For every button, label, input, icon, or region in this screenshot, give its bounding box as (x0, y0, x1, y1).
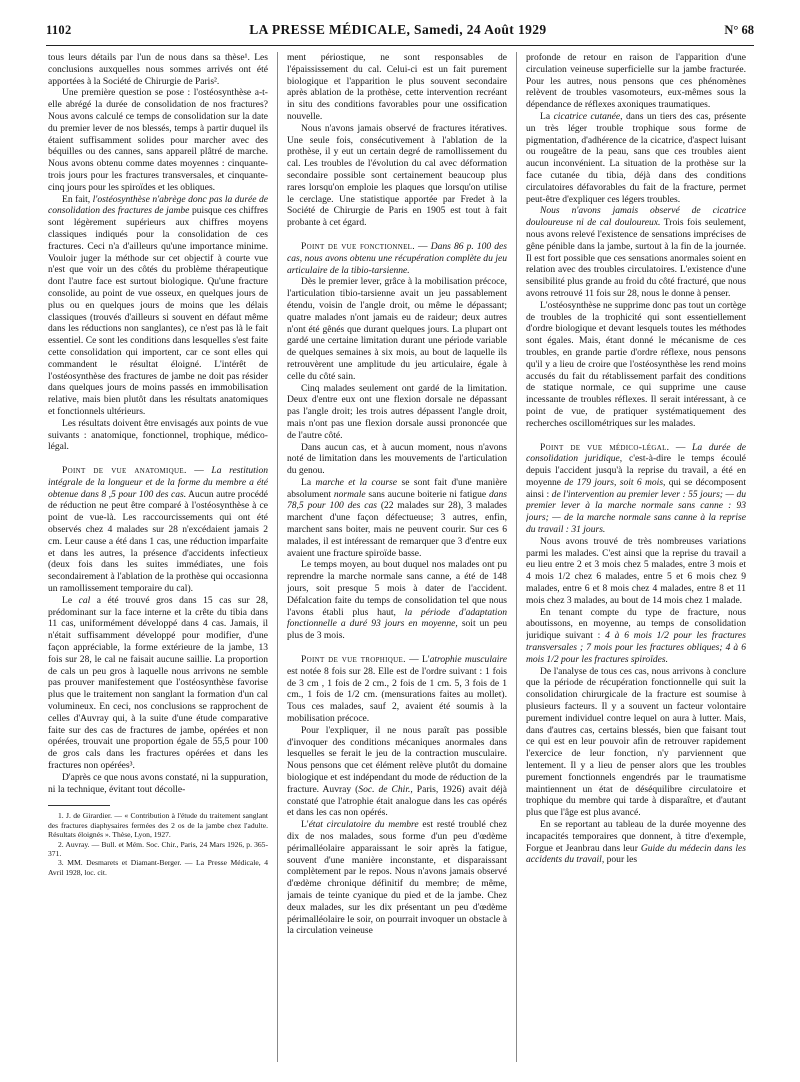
paragraph (526, 607, 746, 666)
section-heading: Point de vue médico-légal. (540, 441, 670, 453)
italic-run: La restitution intégrale de la longueur et de la forme du membre a été obtenue dans 8 ,5 pour 100 des cas. (48, 465, 268, 500)
paragraph: Une première question se pose : l'ostéosynthèse a-t-elle abrégé la durée de consolidation de nos fractures? Nous avons calculé ce temps de consolidation sur la date du premier lever de nos blessés, temps à partir duquel ils étaient suffisamment solides pour marcher avec des béquilles ou des cannes, sans appareil plâtré de marche. Nous avons obtenu comme dates moyennes : cinquante-trois jours pour les fractures transversales, et cinquante-cinq jours pour les spiroïdes et les obliques. (48, 87, 268, 193)
section-paragraph: Point de vue fonctionnel. — Dans 86 p. 100 des cas, nous avons obtenu une récupération complète du jeu articulaire de la tibio-tarsienne. (287, 240, 507, 276)
text-run: , Paris, 1926) avait déjà constaté que l'atrophie était analogue dans les cas opérés et dans les cas non opérés. (287, 783, 507, 819)
text-run: , pour les (601, 854, 638, 866)
italic-run: Dans 86 p. 100 des cas, nous avons obtenu une récupération complète du jeu articulaire de la tibio-tarsienne. (287, 240, 507, 276)
paragraph (287, 559, 507, 642)
italic-run: l'ostéosynthèse n'abrège donc pas la durée de consolidation des fractures de jambe (48, 193, 268, 217)
italic-run: Nous n'avons jamais observé de cicatrice douloureuse ni de cal douloureux. (526, 205, 746, 229)
paragraph (287, 477, 507, 560)
footnote: 2. Auvray. — Bull. et Mém. Soc. Chir., Paris, 24 Mars 1926, p. 365-371. (48, 839, 268, 859)
text-run: est notée 8 fois sur 28. Elle est de l'ordre suivant : 1 fois de 3 cm , 1 fois de 2 cm., 2 fois de 1 cm. 5, 3 fois de 1 cm., 1 fois de 1/2 cm. (mensurations faites au mollet). Tous ces malades, sauf 2, avaient été soumis à la mobilisation précoce. (287, 665, 507, 725)
text-run: est resté troublé chez dix de nos malades, sous forme d'un peu d'œdème périmalléolaire apparaissant le soir après la fatigue, souvent d'une manière inconstante, et disparaissant complètement par le repos. Nous n'avons jamais observé d'œdème chronique définitif du membre; de même, jamais de teinte cyanique du pied et de la jambe. Chez deux malades, sur les dix présentant un peu d'œdème périmalléolaire le soir, on pourrait invoquer un obstacle à la circulation veineuse (287, 819, 507, 937)
text-run: En se reportant au tableau de la durée moyenne des incapacités temporaires que donnent, à titre d'exemple, Forgue et Jeanbrau dans leur (526, 819, 746, 854)
paragraph (526, 111, 746, 205)
italic-run: dans 78,5 pour 100 des cas (287, 488, 507, 512)
paragraph: D'après ce que nous avons constaté, ni la suppuration, ni la technique, évitant tout décolle- (48, 771, 268, 795)
text-run: Le (62, 594, 79, 606)
section-paragraph: Point de vue anatomique. — La restitution intégrale de la longueur et de la forme du membre a été obtenue dans 8 ,5 pour 100 des cas. Aucun autre procédé de réduction ne peut être comparé à l'ostéosynthèse à ce point de vue-là. Les raccourcissements qui ont été observés chez 4 malades sur 28 n'excédaient jamais 2 cm. Leur cause a été dans 1 cas, une réduction imparfaite et dans les autres, la présence d'accidents infectieux (deux fois dans les suites immédiates, une fois secondairement à l'ablation de la prothèse qui occasionna un ramollissement temporaire du cal). (48, 465, 268, 595)
italic-run: la période d'adaptation fonctionnelle a duré 93 jours en moyenne (287, 606, 507, 630)
text-run: En fait, (62, 193, 93, 205)
paragraph: Dès le premier lever, grâce à la mobilisation précoce, l'articulation tibio-tarsienne avait un jeu passablement étendu, voisin de l'angle droit, ou même le dépassant; quatre malades n'ont jamais eu de raideur; deux autres n'ont été gênés que durant quelques jours. La plupart ont gardé une certaine limitation durant une période variable de quelques semaines à six mois, au bout de laquelle ils retrouvèrent une amplitude du jeu articulaire, égale à celle du côté sain. (287, 276, 507, 382)
text-run: se sont fait d'une manière absolument (287, 476, 507, 500)
text-column-3 (526, 52, 746, 1062)
text-run: Trois fois seulement, nous avons relevé l'existence de sensations imprécises de gêne pénible dans la jambe, surtout à la fin de la journée. Il est fort possible que ces sensations anormales soient en relation avec des troubles circulatoires. L'existence d'une sensibilité plus grande au froid du côté fracturé, que nous avons retrouvé 11 fois sur 28, nous le donne à penser. (526, 217, 746, 299)
italic-run: 4 à 6 mois 1/2 pour les fractures transversales ; 7 mois pour les fractures obliques; 4 à 6 mois 1/2 pour les fractures spiroïdes. (526, 630, 746, 665)
paragraph (48, 194, 268, 418)
italic-run: La durée de consolidation juridique (526, 441, 746, 465)
italic-run: Soc. de Chir. (358, 783, 411, 795)
text-column-2 (287, 52, 507, 1062)
italic-run: état circulatoire du membre (308, 819, 419, 831)
text-run: , c'est-à-dire le temps écoulé depuis l'accident jusqu'à la reprise du travail, a été en moyenne (526, 453, 746, 488)
page-number: 1102 (46, 23, 72, 37)
paragraph: tous leurs détails par l'un de nous dans sa thèse¹. Les conclusions auxquelles nous sommes arrivés ont été apportées à la Société de Chirurgie de Paris². (48, 52, 268, 87)
text-run: En tenant compte du type de fracture, nous aboutissons, en moyenne, au temps de consolidation juridique suivant : (526, 606, 746, 642)
paragraph: Nous avons trouvé de très nombreuses variations parmi les malades. C'est ainsi que la reprise du travail a eu lieu entre 2 et 3 mois chez 5 malades, entre 3 mois et 4 mois 1/2 chez 6 malades, entre 5 et 6 mois chez 9 malades, entre 6 et 8 mois chez 4 malades, entre 8 et 11 mois chez 3 malades, au bout de 14 mois chez 1 malade. (526, 535, 746, 606)
paragraph: Dans aucun cas, et à aucun moment, nous n'avons noté de limitation dans les mouvements de l'articulation du genou. (287, 441, 507, 477)
footnote: 1. J. de Girardier. — « Contribution à l'étude du traitement sanglant des fractures diaphysaires fermées des 2 os de la jambe chez l'adulte. Résultats éloignés ». Thèse, Lyon, 1927. (48, 811, 268, 840)
paragraph: De l'analyse de tous ces cas, nous arrivons à conclure que la période de récupération fonctionnelle qui suit la consolidation chirurgicale de la fracture est soumise à plusieurs facteurs. Il y a souvent un facteur volontaire purement individuel contre lequel on aura à lutter. Mais, dans d'autres cas, certains blessés, bien que faisant tout ce qui est en leur pouvoir afin de retrouver rapidement l'exercice de leur fonction, n'y parviennent que lentement. Il y a lieu de penser alors que les troubles purement fonctionnels engendrés par le traumatisme maintiennent un état de déséquilibre circulatoire et trophique du membre qui tarde à disparaître, et d'autant plus que l'âge est plus avancé. (526, 665, 746, 819)
text-run: sans aucune boiterie ni fatigue (365, 488, 489, 500)
footnotes (48, 811, 268, 877)
section-heading: Point de vue anatomique. (62, 465, 187, 477)
text-run: , soit un peu plus de 3 mois. (287, 618, 507, 642)
header-rule (46, 45, 754, 46)
text-run: (22 malades sur 28), 3 malades marchent d'une façon défectueuse; 3 autres, enfin, marchent sans boiter, mais ne peuvent courir. Sur ces 6 malades, il est intéressant de remarquer que 3 d'entre eux avaient une fracture spiroïde basse. (287, 500, 507, 559)
column-separator (516, 52, 517, 1062)
paragraph: ment périostique, ne sont responsables de l'épaississement du cal. Celui-ci est un fait purement biologique et l'apparition le plus souvent secondaire après ablation de la prothèse, cette intervention recréant in situ des conditions favorables pour une ossification nouvelle. (287, 52, 507, 122)
page-header (46, 22, 754, 40)
text-run: Aucun autre procédé de réduction ne peut être comparé à l'ostéosynthèse à ce point de vue-là. Les raccourcissements qui ont été observés chez 4 malades sur 28 n'excédaient jamais 2 cm. Leur cause a été dans 1 cas, une réduction imparfaite et dans les autres, la présence d'accidents infectieux (deux fois dans les suites immédiates, une fois secondairement à l'ablation de la prothèse qui occasionna un ramollissement temporaire du cal). (48, 488, 268, 595)
paragraph: Nous n'avons jamais observé de fractures itératives. Une seule fois, consécutivement à l'ablation de la prothèse, il y eut un certain degré de ramollissement du cal. Les troubles de l'évolution du cal avec déformation secondaire possible sont certainement beaucoup plus rares lorsqu'on emploie les plaques que lorsqu'on utilise le cerclage. Une statistique apportée par Fredet à la Société de Chirurgie de Paris en 1905 est tout à fait probante à cet égard. (287, 122, 507, 229)
paragraph: L'ostéosynthèse ne supprime donc pas tout un cortège de troubles de la trophicité qui sont essentiellement d'ordre biologique et devant lesquels toutes les méthodes sont égales. Mais, étant donné le mécanisme de ces troubles, en grande partie d'ordre réflexe, nous pensons qu'il y a lieu de croire que l'ostéosynthèse les rend moins accusés du fait du rétablissement parfait des conditions de statique normale, ce qui supprime une cause incessante de troubles réflexes. Il serait intéressant, à ce point de vue, de pratiquer systématiquement des recherches oscillométriques sur les malades. (526, 299, 746, 429)
text-run: Pour l'expliquer, il ne nous paraît pas possible d'invoquer des conditions mécaniques anormales dans lesquelles se ferait le jeu de la contraction musculaire. Nous pensons que cet élément relève plutôt du domaine biologique et est indépendant du mode de réduction de la fracture. Auvray ( (287, 724, 507, 795)
section-paragraph (287, 654, 507, 725)
italic-run: de 179 jours, soit 6 mois (564, 476, 664, 488)
text-run: , dans un tiers des cas, présente un très léger trouble trophique sous forme de pigmentation, d'adhérence de la cicatrice, d'aspect luisant ou rougeâtre de la peau, sans que ces troubles aient aucun inconvénient. La situation de la prothèse sur la face cutanée du tibia, déjà dans des conditions circulatoires défavorables du fait de la fracture, permet peut-être d'expliquer ces légers troubles. (526, 110, 746, 205)
text-run: a été trouvé gros dans 15 cas sur 28, prédominant sur la face interne et la crête du tibia dans 11 cas, uniformément développé dans 4 cas. Jamais, il n'était suffisamment développé pour modifier, d'une façon appréciable, la forme extérieure de la jambe, 13 fois sur 28, le cal ne faisait aucune saillie. La proportion de cals un peu gros à laquelle nous arrivons ne semble pas prouver manifestement que l'ostéosynthèse favorise plus que le traitement non sanglant la formation d'un cal volumineux. En ceci, nos conclusions se rapprochent de celles d'Auvray qui, à la suite d'une étude comparative faite sur des cas de fractures de jambe, opérées et non opérées, trouvait une proportion égale de 55,5 pour 100 de gros cals dans les fractures opérées et dans les fractures non opérées³. (48, 594, 268, 772)
footnote-rule (48, 805, 110, 806)
italic-run: atrophie musculaire (429, 654, 507, 666)
paragraph (287, 819, 507, 937)
column-separator (277, 52, 278, 1062)
text-run: — L' (405, 654, 430, 666)
footnote: 3. MM. Desmarets et Diamant-Berger. — La Presse Médicale, 4 Avril 1928, loc. cit. (48, 858, 268, 877)
text-run: L' (301, 819, 309, 831)
italic-run: cicatrice cutanée (553, 110, 621, 122)
paragraph: Cinq malades seulement ont gardé de la limitation. Deux d'entre eux ont une flexion dorsale ne dépassant pas l'angle droit; les trois autres dépassent l'angle droit, mais n'ont pas une flexion dorsale aussi prononcée que de l'autre côté. (287, 382, 507, 441)
paragraph (526, 819, 746, 866)
paragraph (526, 205, 746, 299)
italic-run: marche et la course (315, 476, 398, 488)
italic-run: cal (78, 594, 91, 606)
section-paragraph: Point de vue médico-légal. — La durée de consolidation juridique, c'est-à-dire le temps écoulé depuis l'accident jusqu'à la reprise du travail, a été en moyenne de 179 jours, soit 6 mois, qui se décomposent ainsi : de l'intervention au premier lever : 55 jours; — du premier lever à la marche normale sans canne : 93 jours; — de la marche normale sans canne à la reprise du travail : 31 jours. (526, 441, 746, 536)
text-run: Le temps moyen, au bout duquel nos malades ont pu reprendre la marche normale sans canne, a été de 148 jours, soit presque 5 mois à dater de l'accident. Défalcation faite du temps de consolidation tel que nous l'avons établi plus haut, (287, 559, 507, 618)
italic-run: de l'intervention au premier lever : 55 jours; — du premier lever à la marche normale sans canne : 93 jours; — de la marche normale sans canne à la reprise du travail : 31 jours. (526, 488, 746, 536)
issue-number: N° 68 (724, 23, 754, 37)
paragraph: profonde de retour en raison de l'apparition d'une circulation veineuse superficielle sur la jambe fracturée. Pour les autres, nous pensons que ces phénomènes relèvent de troubles vasomoteurs, eux-mêmes sous la dépendance de réflexes axoniques traumatiques. (526, 52, 746, 111)
section-heading: Point de vue fonctionnel. (301, 240, 415, 252)
paragraph (48, 595, 268, 772)
text-run: La (301, 476, 316, 488)
journal-title: LA PRESSE MÉDICALE, Samedi, 24 Août 1929 (249, 22, 547, 37)
text-run: puisque ces chiffres sont légèrement supérieurs aux chiffres moyens classiques indiqués pour la consolidation de ces fractures. Ceci n'a d'ailleurs qu'une importance minime. Vouloir juger la méthode sur cet objectif à courte vue n'est que voir un des côtés du problème thérapeutique dont l'autre face est surtout biologique. Qu'une fracture consolide, au point de vue osseux, en quelques jours de plus ou en quelques jours de moins que les délais classiques (trouvés d'ailleurs si souvent en défaut même dans les réductions non sanglantes), ce n'est pas là le fait essentiel. Ce sont les conditions dans lesquelles s'est faite cette consolidation qui importent, car ce sont elles qui commandent le résultat éloigné. L'intérêt de l'ostéosynthèse des fractures de jambe ne doit pas résider dans quelques jours de moins passés en immobilisation relative, mais bien plutôt dans les résultats anatomiques et fonctionnels ultérieurs. (48, 205, 268, 417)
italic-run: Guide du médecin dans les accidents du travail (526, 842, 746, 866)
italic-run: normale (333, 488, 366, 500)
text-column-1 (48, 52, 268, 1062)
section-heading: Point de vue trophique. (301, 654, 406, 666)
paragraph (287, 725, 507, 819)
text-run: , qui se décomposent ainsi : (526, 476, 746, 500)
paragraph: Les résultats doivent être envisagés aux points de vue suivants : anatomique, fonctionnel, trophique, médico-légal. (48, 417, 268, 453)
text-run: La (540, 110, 554, 122)
